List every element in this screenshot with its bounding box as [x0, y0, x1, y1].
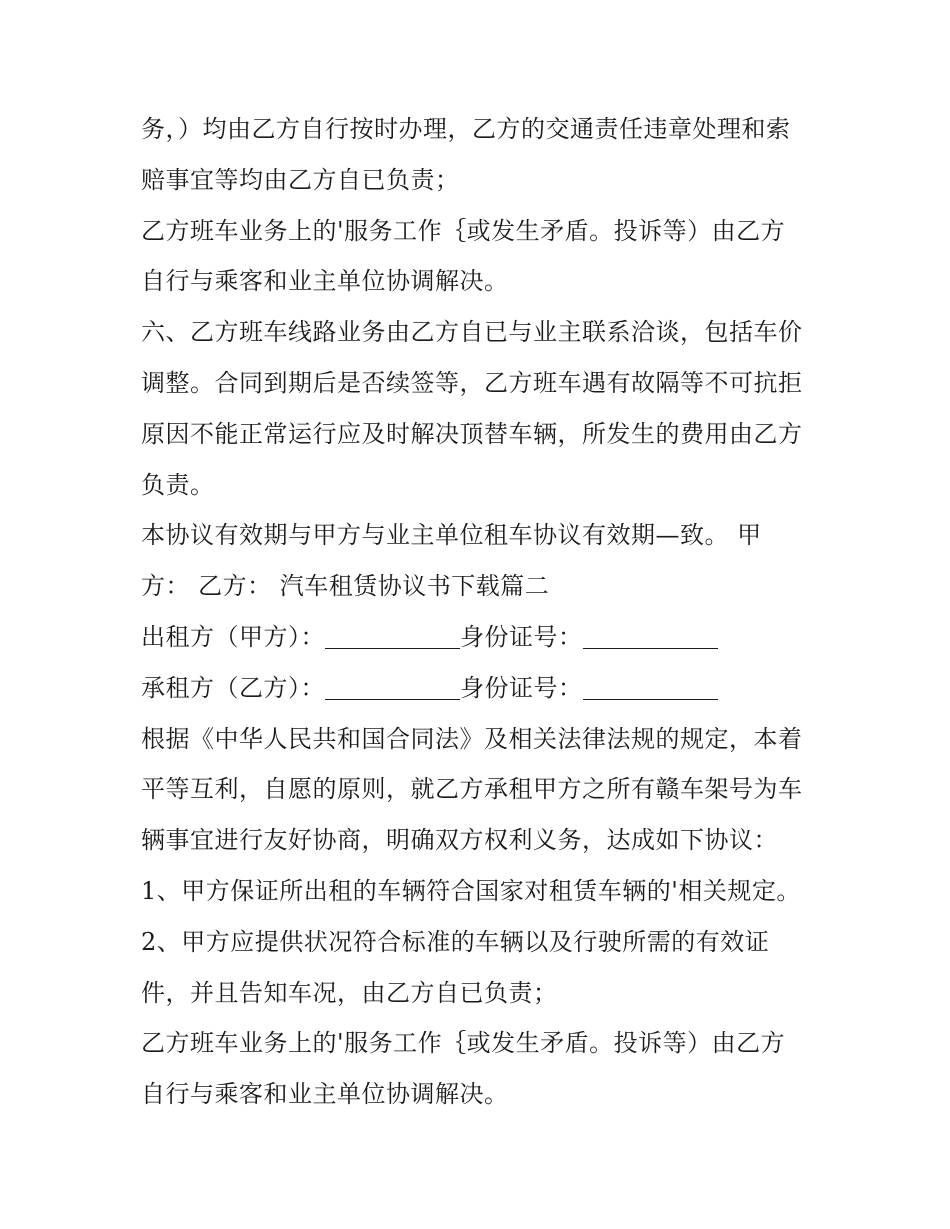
text-line: 根据《中华人民共和国合同法》及相关法律法规的规定，本着 [141, 724, 803, 753]
lessor-label: 出租方（甲方）： [141, 622, 325, 651]
lessor-id-blank [583, 624, 718, 649]
lessee-label: 承租方（乙方）： [141, 673, 325, 702]
text-line: 本协议有效期与甲方与业主单位租车协议有效期—致。 甲 [141, 521, 762, 550]
text-line: 平等互利，自愿的原则，就乙方承租甲方之所有赣车架号为车 [141, 775, 803, 804]
lessor-line [141, 612, 821, 663]
lessee-id-blank [583, 675, 718, 700]
text-line: 辆事宜进行友好协商，明确双方权利义务，达成如下协议： [141, 826, 778, 855]
text-line: 1、甲方保证所出租的车辆符合国家对租赁车辆的'相关规定。 [141, 876, 801, 905]
text-line: 乙方班车业务上的'服务工作｛或发生矛盾。投诉等）由乙方 [141, 216, 786, 245]
text-line: 自行与乘客和业主单位协调解决。 [141, 267, 509, 296]
lessee-name-blank [325, 675, 460, 700]
text-line: 原因不能正常运行应及时解决顶替车辆，所发生的费用由乙方 [141, 419, 803, 448]
text-line: 2、甲方应提供状况符合标准的车辆以及行驶所需的有效证 [141, 927, 770, 956]
text-line: 调整。合同到期后是否续签等，乙方班车遇有故隔等不可抗拒 [141, 368, 803, 397]
text-line: 乙方班车业务上的'服务工作｛或发生矛盾。投诉等）由乙方 [141, 1029, 786, 1058]
lessee-id-label: 身份证号： [460, 673, 583, 702]
text-line: 件，并且告知车况，由乙方自已负责； [141, 978, 558, 1007]
text-line: 务，）均由乙方自行按时办理，乙方的交通责任违章处理和索 [141, 115, 791, 143]
contract-text [141, 104, 821, 1120]
text-line: 方： 乙方： 汽车租赁协议书下载篇二 [141, 572, 550, 601]
text-line: 负责。 [141, 470, 215, 499]
text-line: 自行与乘客和业主单位协调解决。 [141, 1080, 509, 1109]
text-line: 六、乙方班车线路业务由乙方自已与业主联系洽谈，包括车价 [141, 318, 803, 347]
lessor-id-label: 身份证号： [460, 622, 583, 651]
lessee-line [141, 663, 821, 714]
text-line: 赔事宜等均由乙方自已负责； [141, 165, 460, 194]
lessor-name-blank [325, 624, 460, 649]
